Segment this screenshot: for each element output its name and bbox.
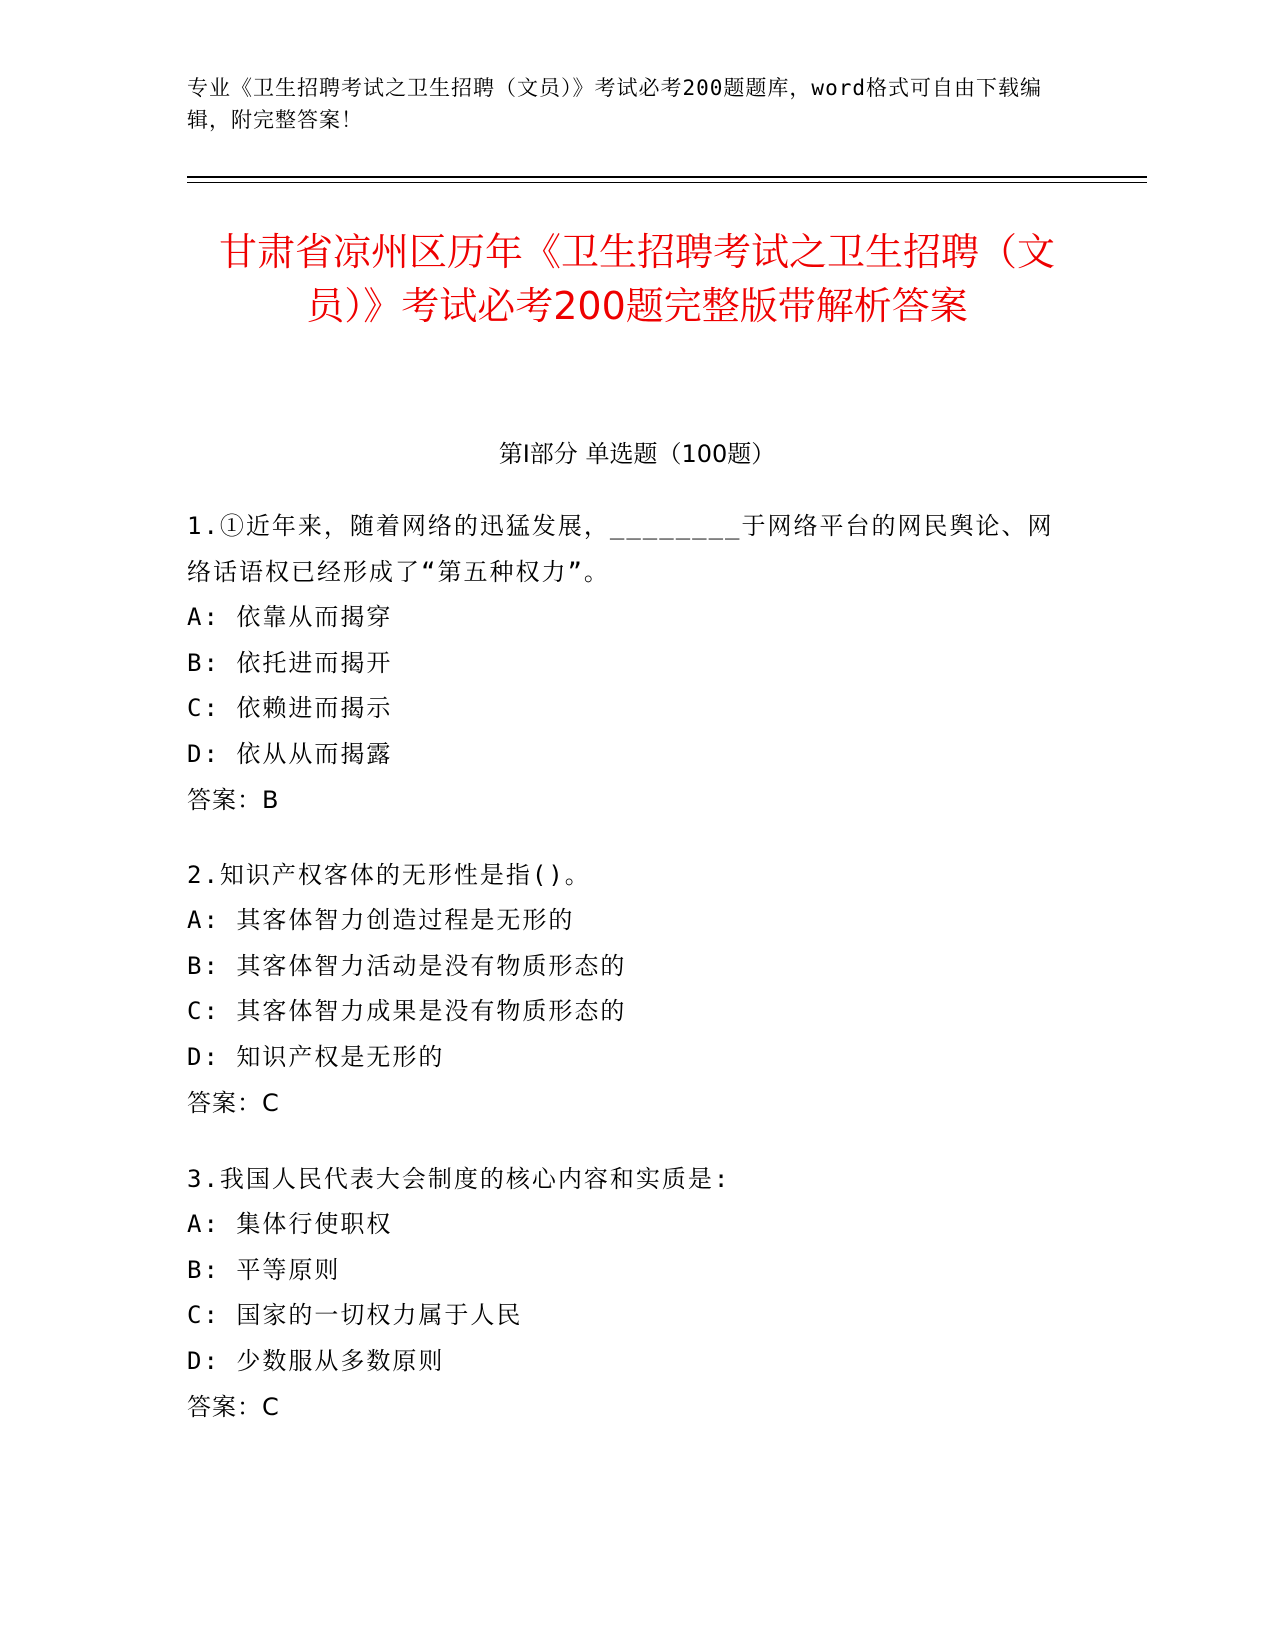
question-3-option-b: B: 平等原则	[187, 1255, 341, 1284]
question-2-option-a: A: 其客体智力创造过程是无形的	[187, 906, 575, 934]
question-3	[187, 1156, 1067, 1430]
question-1-option-d: D: 依从从而揭露	[187, 739, 393, 768]
question-1-option-c: C: 依赖进而揭示	[187, 694, 393, 722]
question-3-option-c: C: 国家的一切权力属于人民	[187, 1301, 523, 1329]
question-3-answer: 答案：C	[187, 1393, 280, 1421]
question-1-option-b: B: 依托进而揭开	[187, 648, 393, 677]
section-title: 第Ⅰ部分 单选题（100题）	[498, 440, 776, 468]
question-2-option-c: C: 其客体智力成果是没有物质形态的	[187, 997, 627, 1025]
question-1-text	[187, 503, 1067, 595]
header-note: 专业《卫生招聘考试之卫生招聘（文员）》考试必考200题题库，word格式可自由下载编辑，附完整答案！	[187, 76, 1042, 132]
question-1-text-before: 1.①近年来，随着网络的迅猛发展，	[187, 512, 610, 540]
question-3-option-a: A: 集体行使职权	[187, 1210, 393, 1238]
question-1	[187, 503, 1067, 823]
header-rule-thick	[187, 176, 1147, 178]
document-title: 甘肃省凉州区历年《卫生招聘考试之卫生招聘（文员）》考试必考200题完整版带解析答案	[218, 230, 1055, 328]
question-2-text: 2.知识产权客体的无形性是指()。	[187, 861, 591, 889]
question-2-option-d: D: 知识产权是无形的	[187, 1042, 445, 1071]
question-2	[187, 852, 1067, 1126]
question-1-answer: 答案：B	[187, 786, 280, 814]
question-3-option-d: D: 少数服从多数原则	[187, 1346, 445, 1375]
question-1-option-a: A: 依靠从而揭穿	[187, 603, 393, 631]
question-2-answer: 答案：C	[187, 1089, 280, 1117]
question-3-text: 3.我国人民代表大会制度的核心内容和实质是:	[187, 1165, 731, 1193]
question-1-text-after: 于网络平台的网民舆论、网络话语权已经形成了“第五种权力”。	[187, 512, 1054, 586]
question-2-option-b: B: 其客体智力活动是没有物质形态的	[187, 951, 627, 980]
header-rule-thin	[187, 182, 1147, 183]
question-1-blank: ________	[609, 512, 742, 540]
